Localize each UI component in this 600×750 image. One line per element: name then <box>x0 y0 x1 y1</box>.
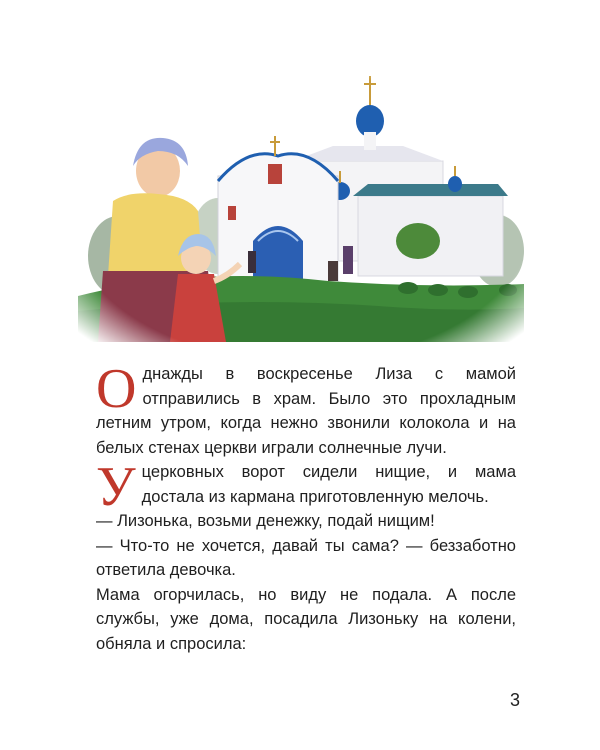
dropcap-letter: У <box>96 456 136 518</box>
paragraph-1 <box>96 358 516 460</box>
paragraph-2 <box>96 456 516 518</box>
paragraph-5: Мама огорчилась, но виду не подала. А после службы, уже дома, посадила Лизоньку на колени, обняла и спросила: <box>96 585 516 653</box>
page-number: 3 <box>510 690 521 710</box>
story-text <box>96 358 516 656</box>
paragraph-text: церковных ворот сидели нищие, и мама достала из кармана приготовленную мелочь. <box>141 463 516 506</box>
paragraph-text: днажды в воскресенье Лиза с мамой отправились в храм. Было это прохладным летним утром, когда нежно звонили колокола и на белых стенах церкви играли солнечные лучи. <box>96 365 516 457</box>
dropcap-letter: О <box>96 358 137 420</box>
paragraph-3: — Лизонька, возьми денежку, подай нищим! <box>96 512 435 530</box>
church-scene-illustration <box>78 66 524 342</box>
paragraph-4: — Что-то не хочется, давай ты сама? — беззаботно ответила девочка. <box>96 536 516 579</box>
